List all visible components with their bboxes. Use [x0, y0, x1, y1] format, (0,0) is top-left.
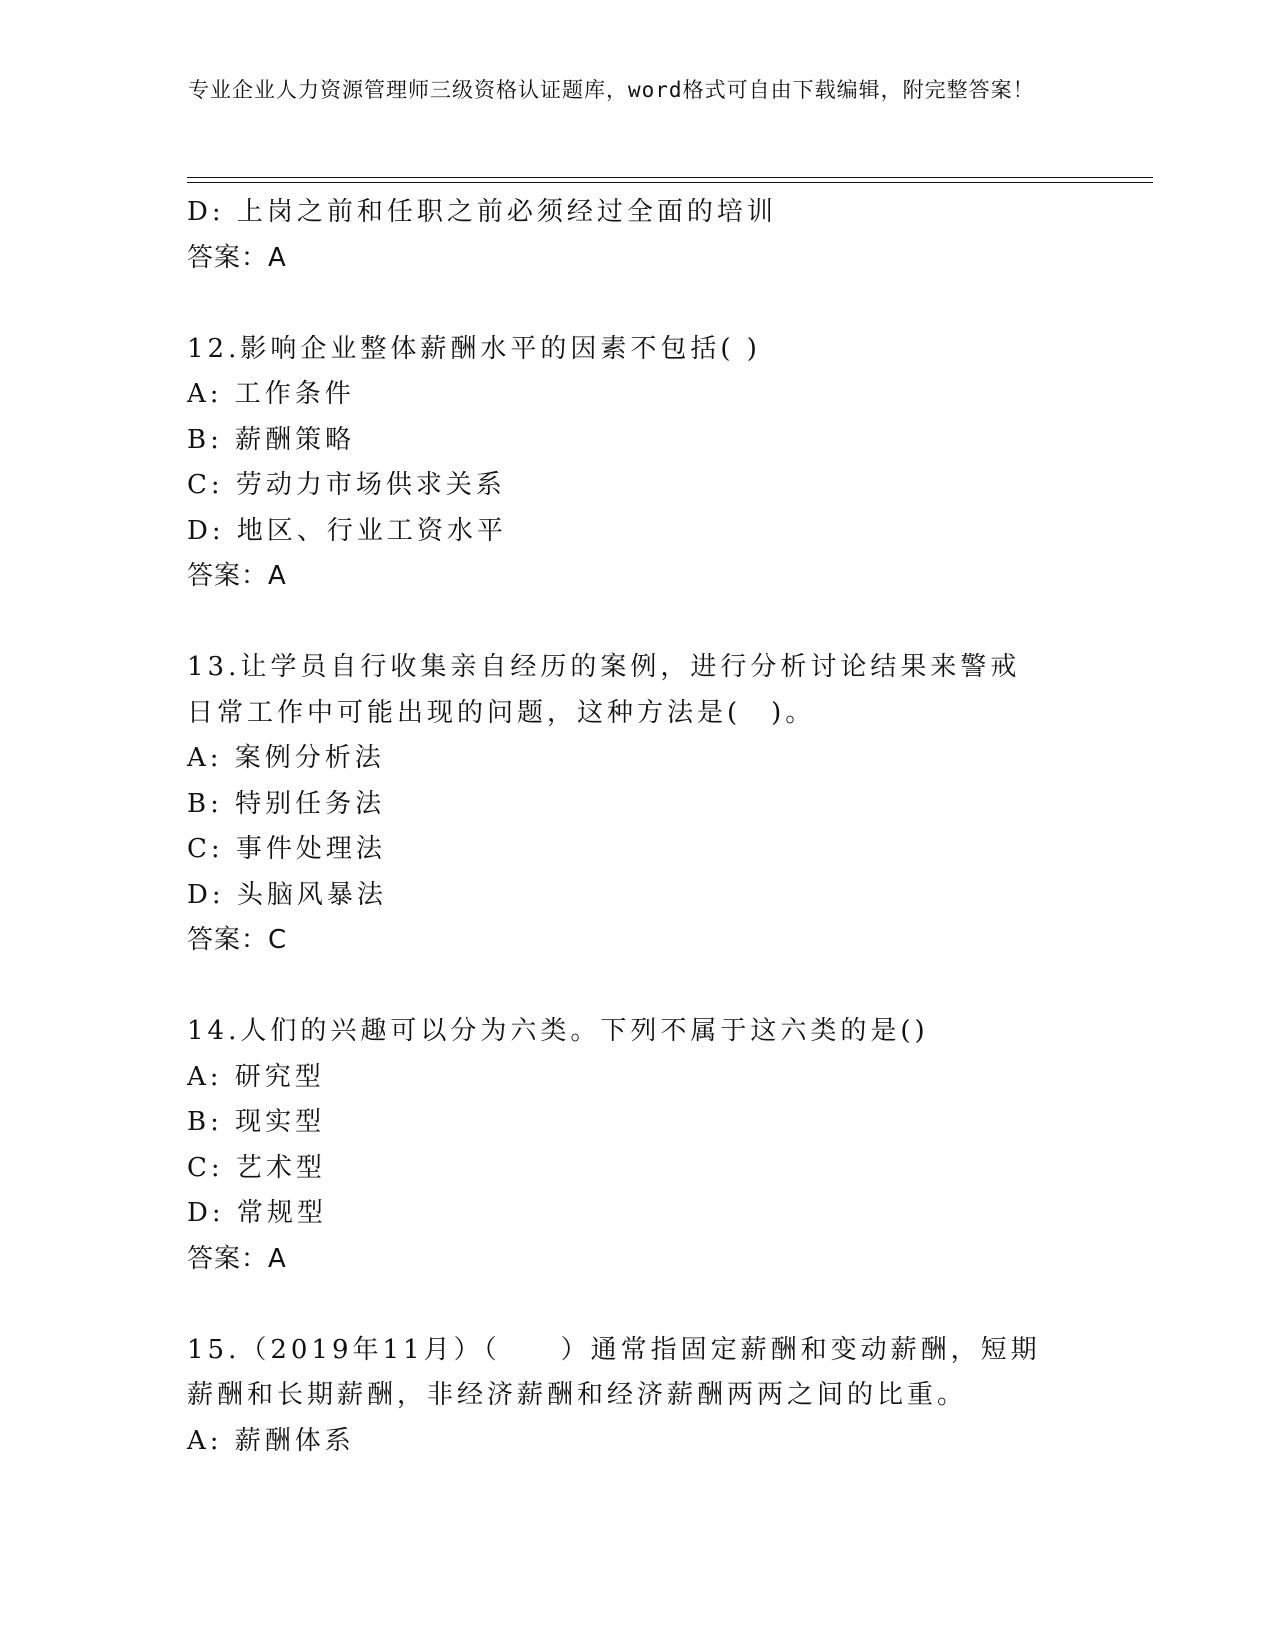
answer-line: 答案：A [187, 1243, 287, 1274]
option-d: D: 地区、行业工资水平 [187, 515, 507, 546]
spacer [187, 964, 1087, 1010]
question-stem: 12.影响企业整体薪酬水平的因素不包括( ) [187, 333, 761, 364]
option-b: B: 薪酬策略 [187, 424, 356, 455]
document-body [187, 190, 1087, 1464]
option-d: D: 常规型 [187, 1198, 327, 1228]
spacer [187, 281, 1087, 327]
answer-line: 答案：C [187, 925, 288, 955]
question-14 [187, 1009, 1087, 1282]
option-c: C: 事件处理法 [187, 834, 386, 864]
question-stem: 13.让学员自行收集亲自经历的案例，进行分析讨论结果来警戒日常工作中可能出现的问题，这种方法是( )。 [187, 652, 1021, 728]
question-stem: 14.人们的兴趣可以分为六类。下列不属于这六类的是() [187, 1016, 929, 1046]
option-a: A: 研究型 [187, 1061, 325, 1092]
answer-line: 答案：A [187, 561, 287, 591]
document-header: 专业企业人力资源管理师三级资格认证题库，word格式可自由下载编辑，附完整答案！ [188, 78, 1035, 102]
question-15 [187, 1328, 1087, 1465]
option-b: B: 现实型 [187, 1107, 326, 1137]
option-d: D: 头脑风暴法 [187, 879, 387, 910]
header-divider-top [187, 177, 1153, 178]
option-a: A: 案例分析法 [187, 743, 385, 773]
spacer [187, 1282, 1087, 1328]
option-c: C: 劳动力市场供求关系 [187, 470, 506, 500]
option-c: C: 艺术型 [187, 1152, 326, 1183]
option-b: B: 特别任务法 [187, 788, 386, 819]
question-11-continuation [187, 190, 1087, 281]
option-a: A: 工作条件 [187, 379, 355, 409]
answer-line: 答案：A [187, 242, 287, 273]
question-12 [187, 327, 1087, 600]
option-d: D: 上岗之前和任职之前必须经过全面的培训 [187, 197, 777, 227]
header-divider-bottom [187, 182, 1153, 183]
question-13 [187, 645, 1087, 964]
option-a: A: 薪酬体系 [187, 1425, 355, 1456]
spacer [187, 600, 1087, 646]
question-stem: 15.（2019年11月）（ ）通常指固定薪酬和变动薪酬，短期薪酬和长期薪酬，非经济薪酬和经济薪酬两两之间的比重。 [187, 1334, 1041, 1410]
